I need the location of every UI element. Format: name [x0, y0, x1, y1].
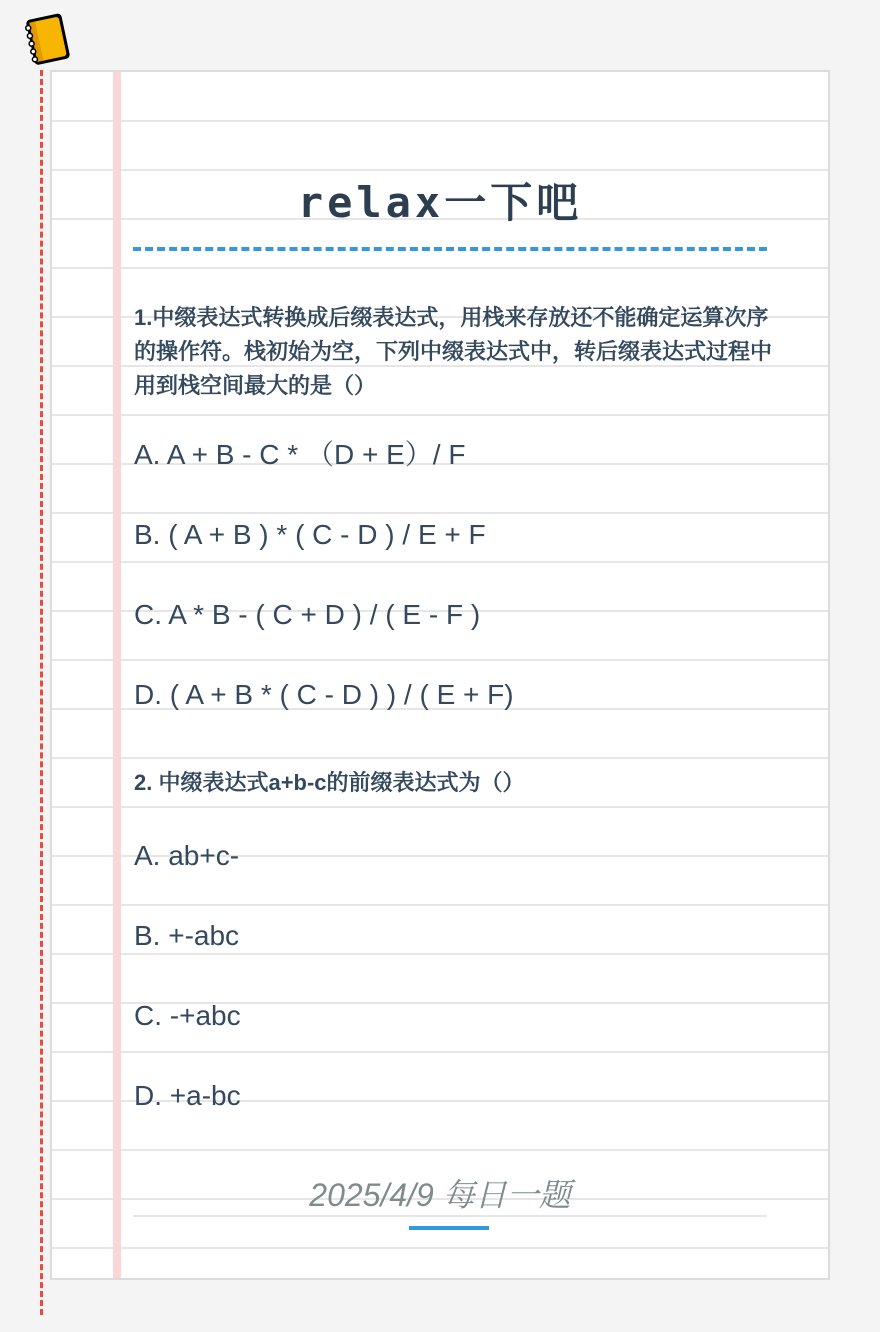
paper-margin-line [113, 72, 121, 1278]
question-1-option-c: C. A * B - ( C + D ) / ( E - F ) [134, 599, 481, 630]
question-2-option-a: A. ab+c- [134, 840, 240, 871]
question-1-option-d: D. ( A + B * ( C - D ) ) / ( E + F) [134, 679, 514, 710]
notebook-icon [22, 10, 76, 68]
question-2-option-c: C. -+abc [134, 1000, 241, 1031]
footer-divider [133, 1215, 767, 1217]
question-1-text: 1.中缀表达式转换成后缀表达式，用栈来存放还不能确定运算次序的操作符。栈初始为空，下列中缀表达式中，转后缀表达式过程中用到栈空间最大的是（） [134, 305, 773, 398]
question-2-text: 2. 中缀表达式a+b-c的前缀表达式为（） [134, 770, 525, 795]
question-1-option-b: B. ( A + B ) * ( C - D ) / E + F [134, 519, 486, 550]
lined-paper [50, 70, 830, 1280]
question-1-option-a: A. A + B - C * （D + E）/ F [134, 439, 466, 470]
page-title: relax一下吧 [297, 178, 583, 227]
question-2-option-d: D. +a-bc [134, 1080, 241, 1111]
footer-date-label: 2025/4/9 每日一题 [309, 1177, 571, 1213]
title-dashed-underline [133, 247, 767, 251]
margin-dashed-line [40, 70, 43, 1315]
question-2-option-b: B. +-abc [134, 920, 240, 951]
footer-accent-bar [409, 1226, 489, 1230]
